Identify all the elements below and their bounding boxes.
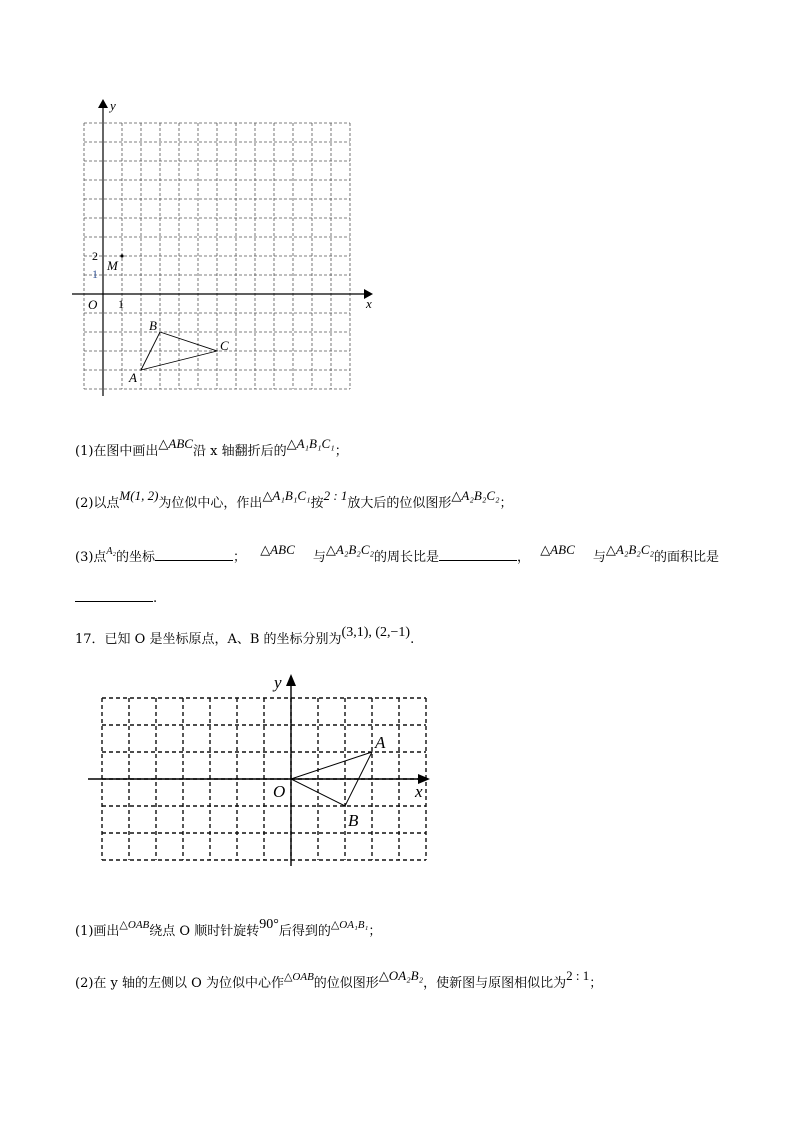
q16-p2-text5: ； (499, 496, 513, 511)
q16-part1 (75, 436, 348, 459)
coordinate-grid-1 (0, 0, 800, 420)
q17-part1 (75, 917, 382, 940)
triangle-a2b2c2-label: △A₂B₂C₂ (605, 542, 655, 557)
q17-stem (75, 625, 415, 648)
tick-label-y2: 2 (92, 249, 98, 263)
point-c-label: C (220, 338, 229, 353)
q17-p2-text4: ； (589, 976, 603, 991)
q17-p2-text1: (2)在 y 轴的左侧以 O 为位似中心作 (75, 976, 284, 991)
y-axis-arrow (98, 99, 108, 108)
triangle-oab-label: △OAB (119, 919, 150, 931)
point-a2-label: A₂ (106, 546, 117, 557)
q17-part2 (75, 968, 603, 991)
q16-p3-text1: (3)点 (75, 550, 107, 565)
q17-p1-text3: 后得到的 (278, 924, 331, 939)
q16-p3-text8: 的面积比是 (654, 550, 720, 565)
q17-stem-end: . (410, 632, 415, 647)
q17-p1-text4: ； (368, 924, 382, 939)
point-m-coord: M(1, 2) (119, 488, 159, 503)
q16-p1-text1: (1)在图中画出 (75, 444, 159, 459)
y-axis-arrow (286, 674, 296, 686)
q16-part3 (75, 542, 720, 565)
origin-label: O (273, 782, 286, 801)
x-axis-label: x (366, 296, 372, 311)
q16-part3-continued (75, 589, 157, 606)
q16-p3-text6: ， (517, 550, 531, 565)
triangle-a2b2c2-label: △A₂B₂C₂ (325, 542, 375, 557)
q16-part2 (75, 488, 513, 511)
triangle-a1b1c1-label: △A₁B₁C₁ (262, 488, 311, 503)
x-axis-label: x (415, 782, 423, 801)
ratio-label: 2 : 1 (566, 968, 590, 983)
q17-p1-text2: 绕点 O 顺时针旋转 (149, 924, 260, 939)
origin-label: O (88, 297, 98, 312)
angle-90-label: 90° (259, 917, 279, 932)
q16-p3-text5: 的周长比是 (374, 550, 440, 565)
triangle-abc-label: △ABC (260, 542, 295, 557)
triangle-a1b1c1-label: △A₁B₁C₁ (286, 436, 335, 451)
answer-blank-a2-coord[interactable] (155, 548, 233, 561)
triangle-oa1b1-label: △OA₁B₁ (330, 919, 369, 931)
q17-stem-text: 17．已知 O 是坐标原点，A、B 的坐标分别为 (75, 632, 342, 647)
grid-lines (84, 123, 350, 389)
tick-label-x1: 1 (118, 297, 124, 311)
triangle-a2b2c2-label: △A₂B₂C₂ (451, 488, 500, 503)
point-a-label: A (129, 370, 137, 385)
q17-p2-text2: 的位似图形 (313, 976, 379, 991)
q16-p2-text3: 按 (310, 496, 324, 511)
point-m-dot (120, 254, 123, 257)
y-axis-label: y (274, 673, 282, 692)
triangle-abc-label: △ABC (540, 542, 575, 557)
q16-p2-text4: 放大后的位似图形 (347, 496, 452, 511)
q16-p1-text3: ； (334, 444, 348, 459)
point-m-label: M (107, 258, 118, 273)
point-b-label: B (149, 318, 157, 333)
q16-p3-text4: 与 (312, 550, 326, 565)
q16-p3-end: . (153, 591, 158, 606)
point-b-label: B (348, 811, 359, 830)
y-axis-label: y (110, 98, 116, 113)
q16-p3-text7: 与 (592, 550, 606, 565)
q16-p2-text2: 为位似中心，作出 (158, 496, 263, 511)
q16-p1-text2: 沿 x 轴翻折后的 (192, 444, 287, 459)
triangle-oab-label: △OAB (283, 971, 314, 983)
q17-p1-text1: (1)画出 (75, 924, 120, 939)
q16-p3-text3: ； (233, 550, 247, 565)
coordinate-grid-2 (0, 660, 800, 880)
q17-coords: (3,1), (2,−1) (341, 625, 411, 640)
tick-label-y1: 1 (92, 267, 98, 281)
q16-p2-text1: (2)以点 (75, 496, 120, 511)
ratio-label: 2 : 1 (323, 488, 348, 503)
triangle-oa2b2-label: △OA₂B₂ (378, 968, 424, 983)
answer-blank-perimeter-ratio[interactable] (439, 548, 517, 561)
triangle-abc-label: △ABC (158, 436, 193, 451)
answer-blank-area-ratio[interactable] (75, 589, 153, 602)
q17-p2-text3: ，使新图与原图相似比为 (423, 976, 567, 991)
point-a-label: A (375, 733, 386, 752)
q16-p3-text2: 的坐标 (116, 550, 156, 565)
